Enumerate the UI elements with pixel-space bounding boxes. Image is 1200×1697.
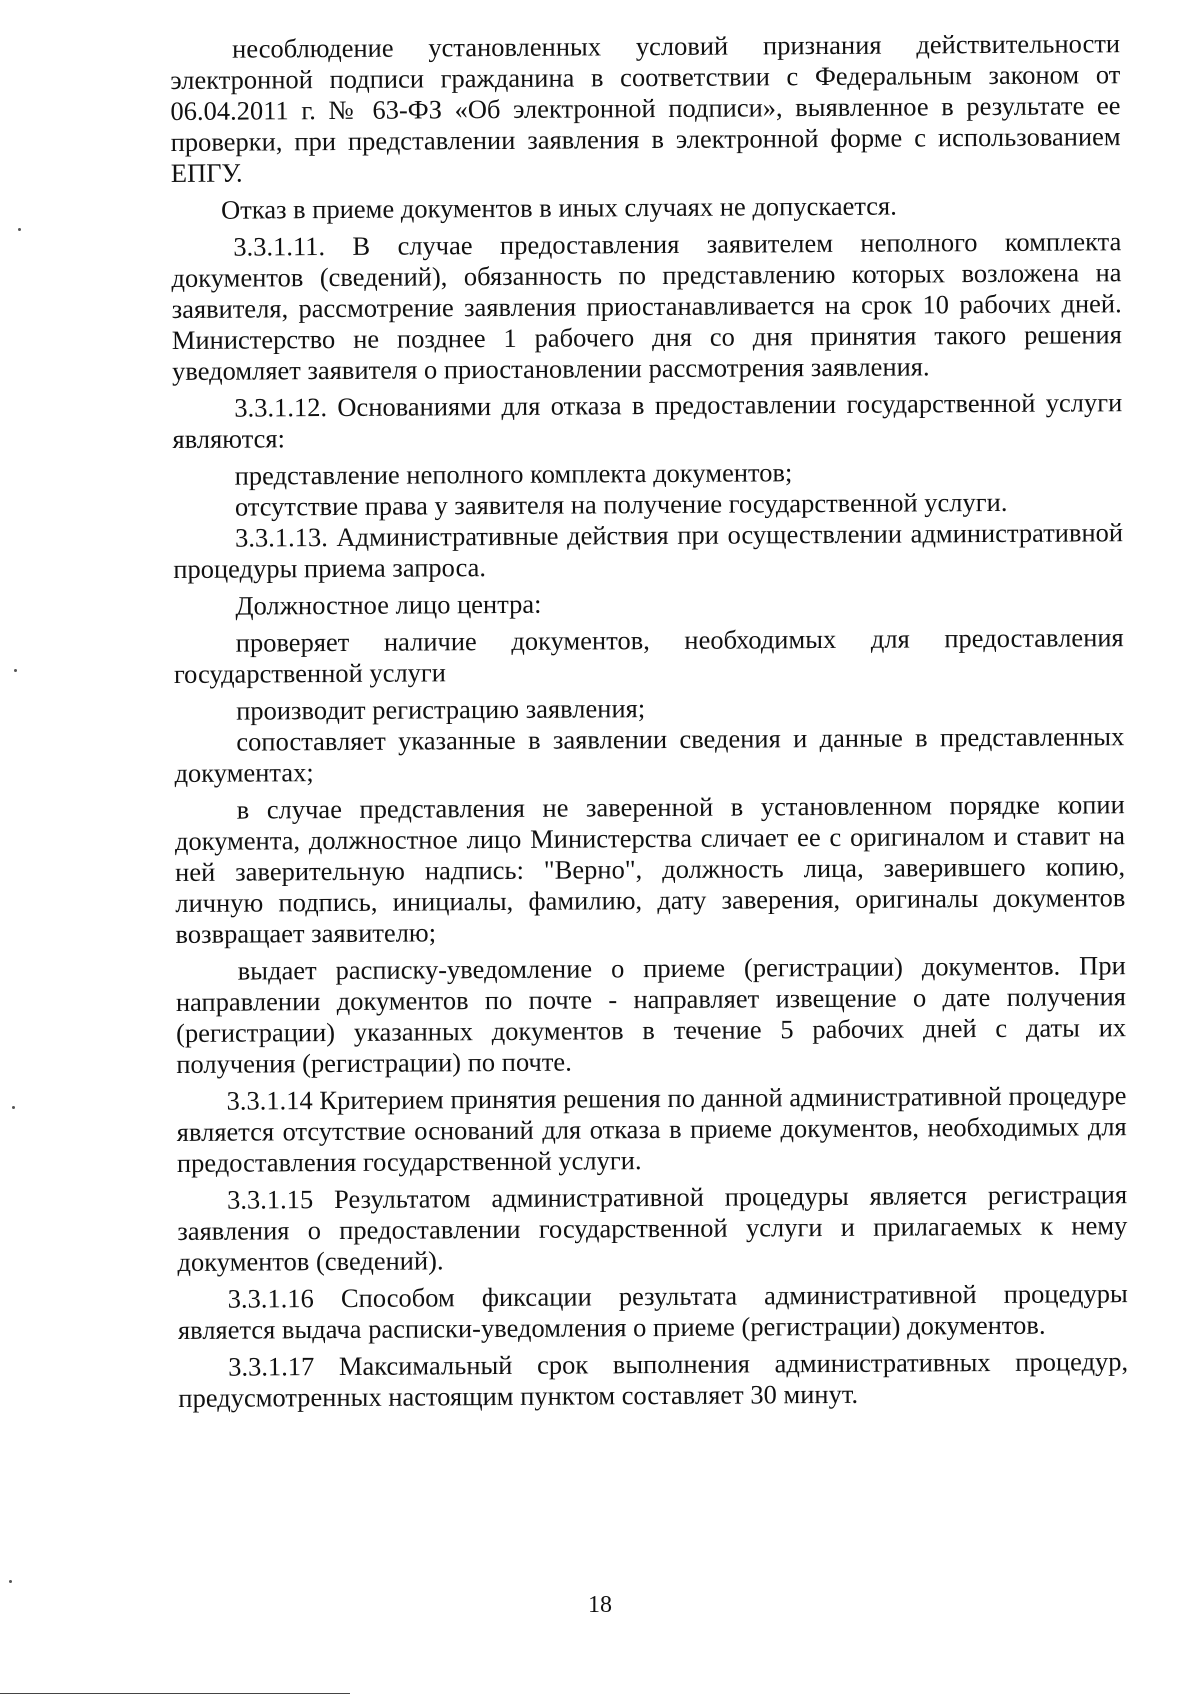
document-body <box>170 28 1128 1414</box>
scan-speck <box>9 1580 12 1583</box>
paragraph-issues-receipt: выдает расписку-уведомление о приеме (регистрации) документов. При направлении документов по почте - направляет извещение о дате получения (регистрации) указанных документов в течение 5 рабочих дней с даты их получения (регистрации) по почте. <box>175 950 1127 1079</box>
paragraph-signature-verification: несоблюдение установленных условий признания действительности электронной подписи гражданина в соответствии с Федеральным законом от 06.04.2011 г. № 63-ФЗ «Об электронной подписи», выявленное в результате ее проверки, при представлении заявления в электронной форме с использованием ЕПГУ. <box>170 28 1121 188</box>
paragraph-3-3-1-15: 3.3.1.15 Результатом административной процедуры является регистрация заявления о предоставлении государственной услуги и прилагаемых к нему документов (сведений). <box>177 1179 1128 1277</box>
paragraph-3-3-1-14: 3.3.1.14 Критерием принятия решения по данной административной процедуре является отсутствие оснований для отказа в приеме документов, необходимых для предоставления государственной услуги. <box>176 1080 1127 1178</box>
paragraph-no-right: отсутствие права у заявителя на получение государственной услуги. <box>234 486 1008 522</box>
paragraph-copy-certification: в случае представления не заверенной в установленном порядке копии документа, должностное лицо Министерства сличает ее с оригиналом и ставит на ней заверительную надпись: "Верно", должность лица, заверившего копию, личную подпись, инициалы, фамилию, дату заверения, оригиналы документов возвращает заявителю; <box>174 789 1126 949</box>
paragraph-incomplete-documents: представление неполного комплекта документов; <box>234 457 793 491</box>
scan-speck <box>14 669 17 672</box>
paragraph-refusal-other-cases: Отказ в приеме документов в иных случаях не допускается. <box>220 190 897 225</box>
paragraph-3-3-1-16: 3.3.1.16 Способом фиксации результата административной процедуры является выдача расписки-уведомления о приеме (регистрации) документов. <box>177 1278 1128 1345</box>
paragraph-3-3-1-13: 3.3.1.13. Административные действия при осуществлении административной процедуры приема запроса. <box>173 517 1124 584</box>
scan-edge-line <box>0 1693 350 1694</box>
paragraph-compares-data: сопоставляет указанные в заявлении сведения и данные в представленных документах; <box>174 721 1125 788</box>
page-number: 18 <box>588 1592 612 1618</box>
scan-speck <box>18 228 21 231</box>
paragraph-registers-application: производит регистрацию заявления; <box>236 693 646 726</box>
paragraph-3-3-1-17: 3.3.1.17 Максимальный срок выполнения административных процедур, предусмотренных настоящим пунктом составляет 30 минут. <box>178 1346 1129 1413</box>
paragraph-official-center: Должностное лицо центра: <box>235 588 542 621</box>
scan-speck <box>12 1106 15 1109</box>
paragraph-3-3-1-12: 3.3.1.12. Основаниями для отказа в предоставлении государственной услуги являются: <box>172 387 1123 454</box>
paragraph-checks-documents: проверяет наличие документов, необходимых для предоставления государственной услуги <box>173 622 1124 689</box>
paragraph-3-3-1-11: 3.3.1.11. В случае предоставления заявителем неполного комплекта документов (сведений), обязанность по представлению которых возложена на заявителя, рассмотрение заявления приостанавливается на срок 10 рабочих дней. Министерство не позднее 1 рабочего дня со дня принятия такого решения уведомляет заявителя о приостановлении рассмотрения заявления. <box>171 226 1122 386</box>
